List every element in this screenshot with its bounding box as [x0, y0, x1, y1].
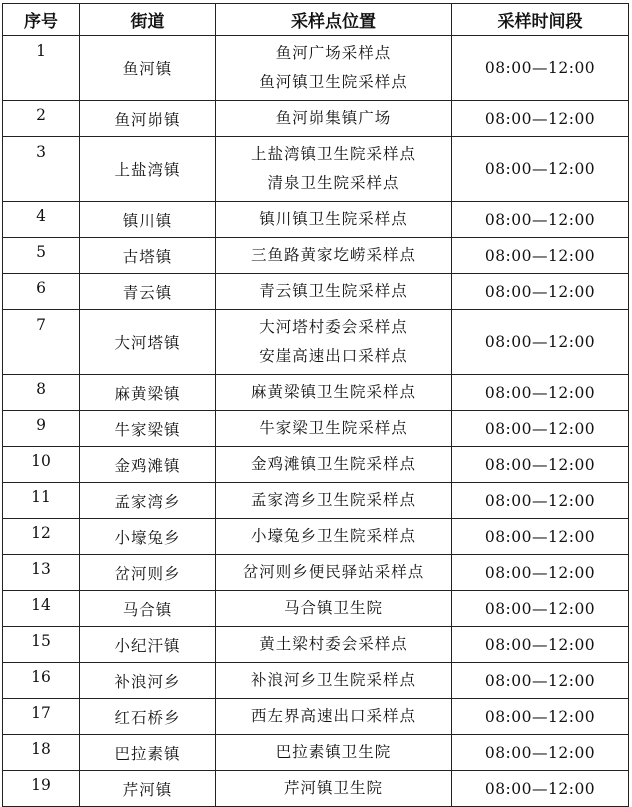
table-row	[3, 627, 629, 663]
row-seq: 7	[3, 310, 80, 375]
row-time: 08:00—12:00	[452, 735, 629, 771]
location-line: 补浪河乡卫生院采样点	[250, 671, 416, 689]
row-location	[216, 375, 452, 411]
row-time: 08:00—12:00	[452, 238, 629, 274]
row-time: 08:00—12:00	[452, 591, 629, 627]
row-seq: 16	[3, 663, 80, 699]
table-row	[3, 202, 629, 238]
location-line: 小壕兔乡卫生院采样点	[250, 527, 416, 545]
row-time: 08:00—12:00	[452, 411, 629, 447]
row-street: 牛家梁镇	[80, 411, 216, 447]
row-time: 08:00—12:00	[452, 137, 629, 202]
row-street: 岔河则乡	[80, 555, 216, 591]
table-row	[3, 735, 629, 771]
table-row	[3, 375, 629, 411]
header-location: 采样点位置	[216, 4, 452, 36]
location-line: 马合镇卫生院	[283, 599, 383, 617]
table-row	[3, 411, 629, 447]
row-street: 补浪河乡	[80, 663, 216, 699]
location-line: 金鸡滩镇卫生院采样点	[250, 455, 416, 473]
header-row	[3, 4, 629, 36]
row-street: 巴拉素镇	[80, 735, 216, 771]
location-line: 鱼河广场采样点	[275, 44, 392, 62]
row-location	[216, 555, 452, 591]
row-location	[216, 663, 452, 699]
row-location	[216, 771, 452, 807]
table-row	[3, 591, 629, 627]
location-line: 芹河镇卫生院	[283, 779, 383, 797]
row-street: 镇川镇	[80, 202, 216, 238]
row-street: 孟家湾乡	[80, 483, 216, 519]
row-location	[216, 36, 452, 101]
location-line: 鱼河峁集镇广场	[275, 109, 392, 127]
row-street: 红石桥乡	[80, 699, 216, 735]
row-location	[216, 483, 452, 519]
row-seq: 9	[3, 411, 80, 447]
row-street: 小纪汗镇	[80, 627, 216, 663]
location-line: 牛家梁卫生院采样点	[259, 419, 408, 437]
row-street: 麻黄梁镇	[80, 375, 216, 411]
row-seq: 2	[3, 101, 80, 137]
row-location	[216, 447, 452, 483]
row-seq: 15	[3, 627, 80, 663]
row-time: 08:00—12:00	[452, 274, 629, 310]
location-line: 镇川镇卫生院采样点	[259, 210, 408, 228]
row-time: 08:00—12:00	[452, 36, 629, 101]
location-line: 鱼河镇卫生院采样点	[259, 73, 408, 91]
row-seq: 17	[3, 699, 80, 735]
table-row	[3, 483, 629, 519]
table-row	[3, 137, 629, 202]
row-street: 大河塔镇	[80, 310, 216, 375]
table-row	[3, 771, 629, 807]
row-street: 马合镇	[80, 591, 216, 627]
row-street: 芹河镇	[80, 771, 216, 807]
row-location	[216, 202, 452, 238]
row-location	[216, 519, 452, 555]
table-row	[3, 238, 629, 274]
table-row	[3, 447, 629, 483]
table-row	[3, 310, 629, 375]
row-street: 鱼河镇	[80, 36, 216, 101]
row-time: 08:00—12:00	[452, 310, 629, 375]
row-seq: 11	[3, 483, 80, 519]
row-location	[216, 627, 452, 663]
sampling-table	[2, 3, 629, 807]
row-seq: 5	[3, 238, 80, 274]
row-location	[216, 274, 452, 310]
location-line: 上盐湾镇卫生院采样点	[250, 145, 416, 163]
row-location	[216, 735, 452, 771]
row-time: 08:00—12:00	[452, 663, 629, 699]
header-seq: 序号	[3, 4, 80, 36]
location-line: 清泉卫生院采样点	[267, 174, 400, 192]
row-time: 08:00—12:00	[452, 101, 629, 137]
row-seq: 14	[3, 591, 80, 627]
table-row	[3, 663, 629, 699]
location-line: 黄土梁村委会采样点	[259, 635, 408, 653]
row-seq: 3	[3, 137, 80, 202]
header-time: 采样时间段	[452, 4, 629, 36]
location-line: 西左界高速出口采样点	[250, 707, 416, 725]
location-line: 三鱼路黄家圪崂采样点	[250, 246, 416, 264]
row-time: 08:00—12:00	[452, 375, 629, 411]
location-line: 麻黄梁镇卫生院采样点	[250, 383, 416, 401]
location-line: 巴拉素镇卫生院	[275, 743, 392, 761]
row-seq: 19	[3, 771, 80, 807]
row-seq: 6	[3, 274, 80, 310]
row-time: 08:00—12:00	[452, 555, 629, 591]
sampling-schedule	[2, 3, 629, 807]
row-seq: 8	[3, 375, 80, 411]
row-street: 古塔镇	[80, 238, 216, 274]
row-time: 08:00—12:00	[452, 627, 629, 663]
row-street: 鱼河峁镇	[80, 101, 216, 137]
row-time: 08:00—12:00	[452, 447, 629, 483]
location-line: 青云镇卫生院采样点	[259, 282, 408, 300]
row-seq: 13	[3, 555, 80, 591]
location-line: 大河塔村委会采样点	[259, 318, 408, 336]
table-body	[3, 36, 629, 807]
row-street: 上盐湾镇	[80, 137, 216, 202]
row-street: 小壕兔乡	[80, 519, 216, 555]
location-line: 安崖高速出口采样点	[259, 347, 408, 365]
table-row	[3, 519, 629, 555]
header-street: 街道	[80, 4, 216, 36]
row-street: 金鸡滩镇	[80, 447, 216, 483]
row-location	[216, 591, 452, 627]
row-seq: 10	[3, 447, 80, 483]
row-time: 08:00—12:00	[452, 699, 629, 735]
table-row	[3, 101, 629, 137]
row-seq: 4	[3, 202, 80, 238]
row-seq: 1	[3, 36, 80, 101]
row-seq: 12	[3, 519, 80, 555]
table-row	[3, 36, 629, 101]
row-location	[216, 137, 452, 202]
location-line: 孟家湾乡卫生院采样点	[250, 491, 416, 509]
row-time: 08:00—12:00	[452, 519, 629, 555]
row-location	[216, 101, 452, 137]
row-location	[216, 238, 452, 274]
row-time: 08:00—12:00	[452, 202, 629, 238]
row-seq: 18	[3, 735, 80, 771]
row-time: 08:00—12:00	[452, 483, 629, 519]
table-row	[3, 555, 629, 591]
table-row	[3, 274, 629, 310]
location-line: 岔河则乡便民驿站采样点	[242, 563, 425, 581]
row-location	[216, 411, 452, 447]
row-street: 青云镇	[80, 274, 216, 310]
row-time: 08:00—12:00	[452, 771, 629, 807]
row-location	[216, 310, 452, 375]
